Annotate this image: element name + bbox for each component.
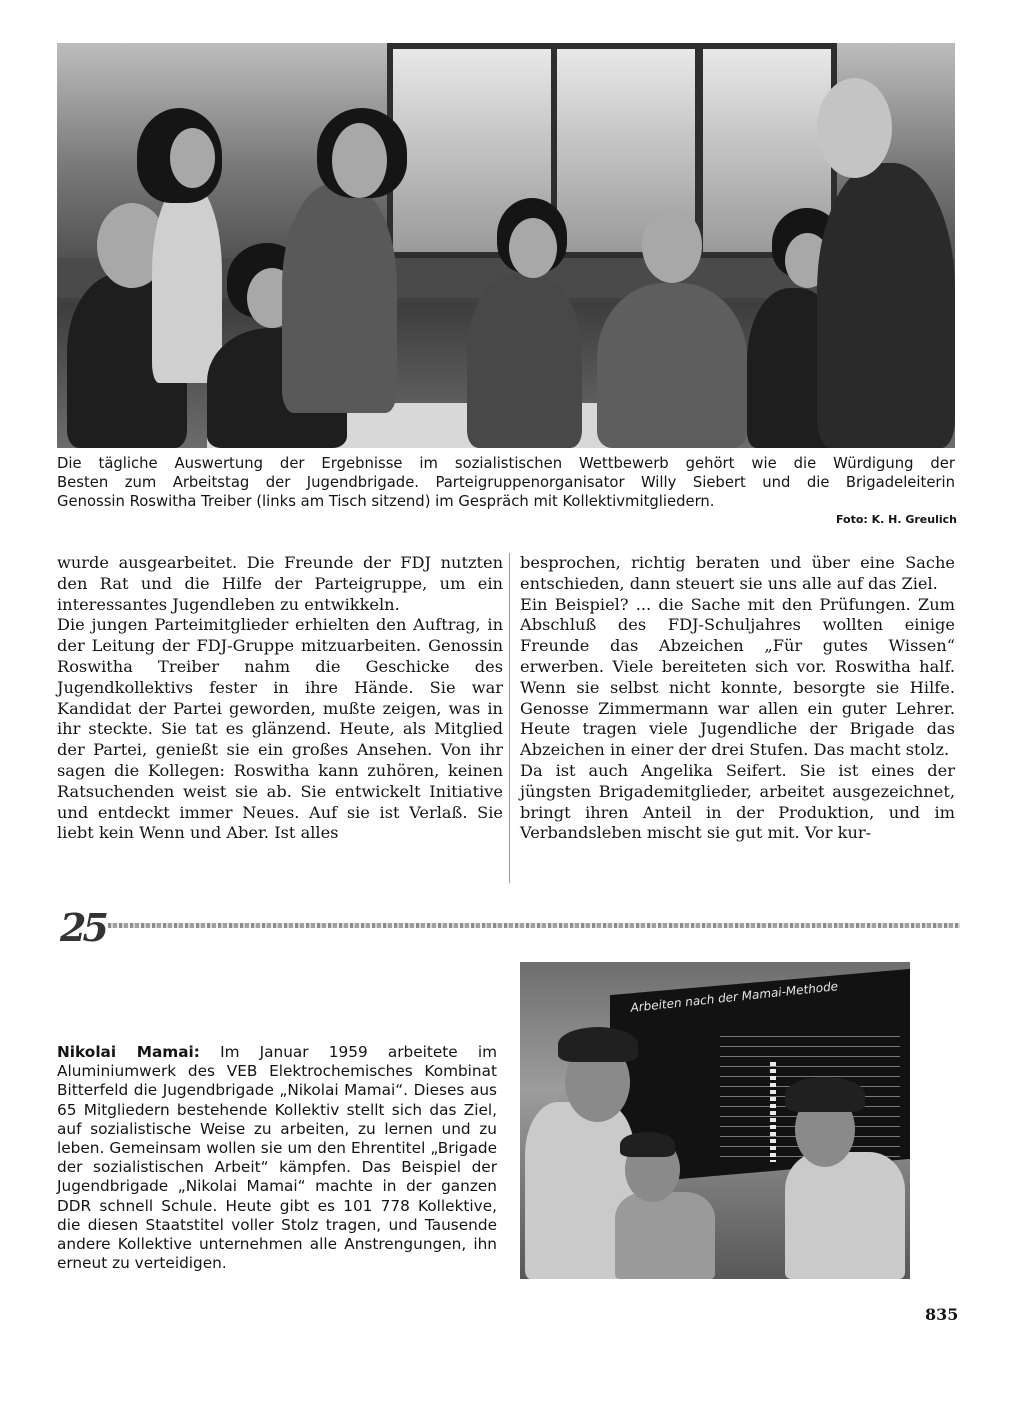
paragraph: Da ist auch Angelika Seifert. Sie ist eines der jüngsten Brigademitglieder, arbeitet ausgezeichnet, bringt ihren Anteil in der Produktion, und im Verbandsleben mischt sie gut mit. Vor kur- [520, 760, 955, 843]
caption-line: Besten zum Arbeitstag der Jugendbrigade. Parteigruppenorganisator Willy Siebert und die Brigadeleiterin [57, 474, 955, 491]
left-column [57, 553, 503, 844]
column-divider [509, 553, 510, 883]
board-title: Arbeiten nach der Mamai-Methode [629, 979, 839, 1015]
nikolai-mamai-text [57, 1043, 497, 1273]
mamai-board-photo [520, 962, 910, 1279]
paragraph: Die jungen Parteimitglieder erhielten den Auftrag, in der Leitung der FDJ-Gruppe mitzuarbeiten. Genossin Roswitha Treiber nahm die Geschicke des Jugendkollektivs fester in ihre Hände. Sie war Kandidat der Partei geworden, mußte zeigen, was in ihr steckte. Sie tat es glänzend. Heute, als Mitglied der Partei, genießt sie ein großes Ansehen. Von ihr sagen die Kollegen: Roswitha kann zuhören, keinen Ratsuchenden weist sie ab. Sie entwickelt Initiative und entdeckt immer Neues. Auf sie ist Verlaß. Sie liebt kein Wenn und Aber. Ist alles [57, 615, 503, 843]
paragraph: wurde ausgearbeitet. Die Freunde der FDJ nutzten den Rat und die Hilfe der Parteigruppe, um ein interessantes Jugendleben zu entwikkeln. [57, 553, 503, 614]
jubilee-25-logo: 25 [60, 905, 105, 950]
paragraph: besprochen, richtig beraten und über eine Sache entschieden, dann steuert sie uns alle auf das Ziel. [520, 553, 955, 593]
page-number: 835 [925, 1305, 959, 1324]
nikolai-body: Im Januar 1959 arbeitete im Aluminiumwerk des VEB Elektrochemisches Kombinat Bitterfeld die Jugendbrigade „Nikolai Mamai“. Dieses aus 65 Mitgliedern bestehende Kollektiv stellt sich das Ziel, auf sozialistische Weise zu arbeiten, zu lernen und zu leben. Gemeinsam wollen sie um den Ehrentitel „Brigade der sozialistischen Arbeit“ kämpfen. Das Beispiel der Jugendbrigade „Nikolai Mamai“ machte in der ganzen DDR schnell Schule. Heute gibt es 101 778 Kollektive, die diesen Staatstitel voller Stolz tragen, und Tausende andere Kollektive unternehmen alle Anstrengungen, ihn erneut zu verteidigen. [57, 1043, 497, 1273]
caption-line: Genossin Roswitha Treiber (links am Tisch sitzend) im Gespräch mit Kollektivmitgliedern. [57, 493, 715, 510]
brigade-meeting-photo [57, 43, 955, 448]
nikolai-lead: Nikolai Mamai: [57, 1043, 200, 1061]
photo-caption [57, 454, 955, 492]
caption-line: Die tägliche Auswertung der Ergebnisse im sozialistischen Wettbewerb gehört wie die Würdigung der [57, 455, 955, 472]
photo-credit: Foto: K. H. Greulich [835, 513, 957, 526]
paragraph: Ein Beispiel? ... die Sache mit den Prüfungen. Zum Abschluß des FDJ-Schuljahres wollten einige Freunde das Abzeichen „Für gutes Wissen“ erwerben. Viele bereiteten sich vor. Roswitha half. Wenn sie selbst nicht konnte, besorgte sie Hilfe. Genosse Zimmermann war allen ein guter Lehrer. Heute tragen viele Jugendliche der Brigade das Abzeichen in einer der drei Stufen. Das macht stolz. [520, 594, 955, 760]
right-column [520, 553, 955, 844]
decorative-rule [108, 923, 960, 928]
